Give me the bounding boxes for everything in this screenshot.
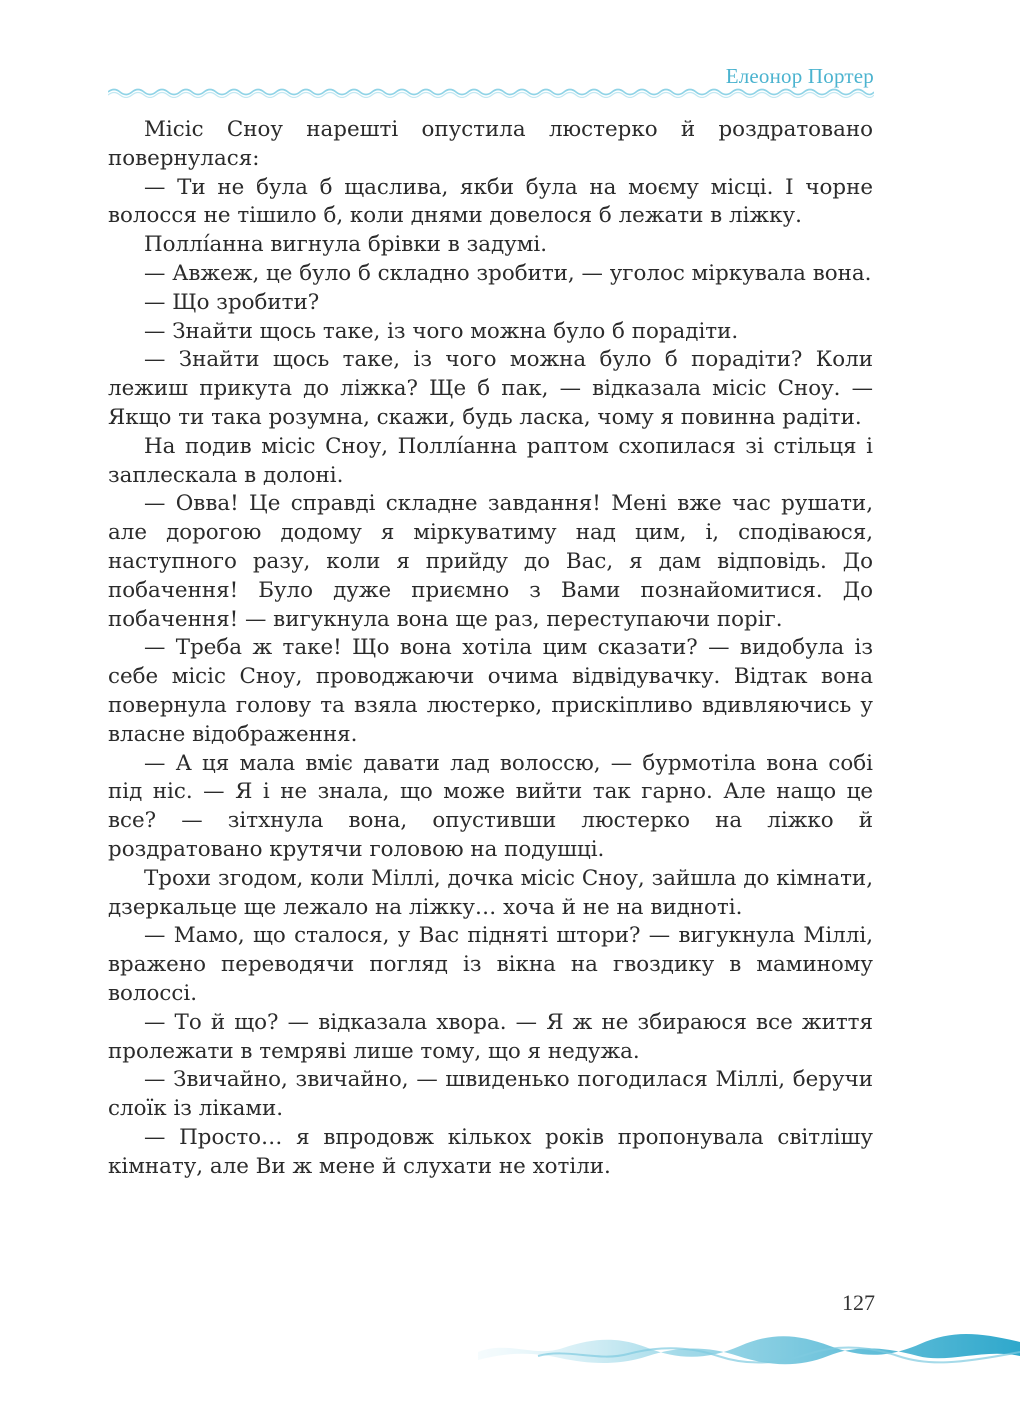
page-header [108, 62, 874, 102]
paragraph: — То й що? — відказала хвора. — Я ж не збираюся все життя пролежати в темряві лише тому, що я недужа. [108, 1009, 873, 1064]
paragraph: — А ця мала вміє давати лад волоссю, — бурмотіла вона собі під ніс. — Я і не знала, що може вийти так гарно. Але нащо це все? — зітхнула вона, опустивши люстерко на ліжко й роздратовано крутячи головою на подушці. [108, 750, 873, 862]
paragraph: — Мамо, що сталося, у Вас підняті штори? — вигукнула Міллі, вражено переводячи погляд із вікна на гвоздику в маминому волоссі. [108, 923, 873, 1006]
paragraph: Поллíанна вигнула брівки в задумі. [144, 232, 548, 258]
paragraph: — Знайти щось таке, із чого можна було б порадіти. [144, 318, 739, 344]
paragraph: — Що зробити? [144, 289, 320, 315]
page-number: 127 [842, 1290, 875, 1315]
running-head: Елеонор Портер [725, 64, 874, 88]
header-wave-divider [108, 86, 874, 98]
body-text [108, 116, 873, 1181]
paragraph: — Ти не була б щаслива, якби була на моєму місці. І чорне волосся не тішило б, коли днями довелося б лежати в ліжку. [108, 174, 873, 229]
paragraph: — Звичайно, звичайно, — швиденько погодилася Міллі, беручи слоїк із ліками. [108, 1067, 873, 1122]
paragraph: — Треба ж таке! Що вона хотіла цим сказати? — видобула із себе місіс Сноу, проводжаючи очима відвідувачку. Відтак вона повернула голову та взяла люстерко, прискіпливо вдивляючись у власне відображення. [108, 635, 873, 747]
paragraph: — Овва! Це справді складне завдання! Мені вже час рушати, але дорогою додому я міркуватиму над цим, і, сподіваюся, наступного разу, коли я прийду до Вас, я дам відповідь. До побачення! Було дуже приємно з Вами познайомитися. До побачення! — вигукнула вона ще раз, переступаючи поріг. [108, 491, 873, 632]
paragraph: На подив місіс Сноу, Поллíанна раптом схопилася зі стільця і заплескала в долоні. [108, 433, 873, 488]
paragraph: — Авжеж, це було б складно зробити, — уголос міркувала вона. [144, 260, 872, 286]
paragraph: — Знайти щось таке, із чого можна було б порадіти? Коли лежиш прикута до ліжка? Ще б пак, — відказала місіс Сноу. — Якщо ти така розумна, скажи, будь ласка, чому я повинна радіти. [108, 347, 873, 430]
paragraph: Місіс Сноу нарешті опустила люстерко й роздратовано повернулася: [108, 117, 873, 171]
paragraph: — Просто… я впродовж кількох років пропонувала світлішу кімнату, але Ви ж мене й слухати не хотіли. [108, 1124, 873, 1179]
footer-wave-decoration [478, 1322, 1020, 1368]
paragraph: Трохи згодом, коли Міллі, дочка місіс Сноу, зайшла до кімнати, дзеркальце ще лежало на ліжку… хоча й не на видноті. [108, 865, 873, 920]
